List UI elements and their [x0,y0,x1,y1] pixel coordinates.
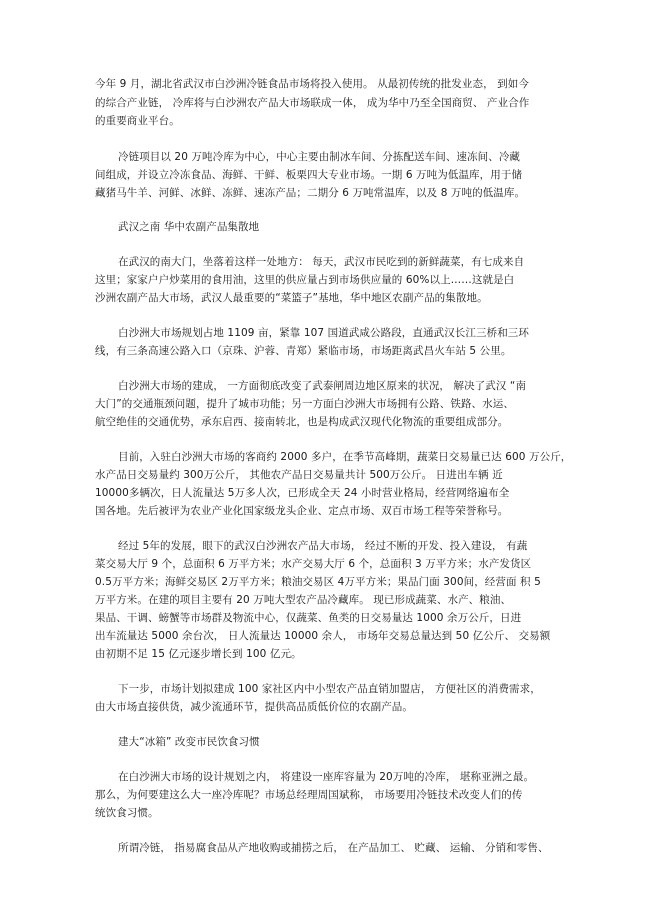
text-line: 万平方米。在建的项目主要有 20 万吨大型农产品冷藏库。 现已形成蔬菜、水产、粮油、 [95,594,512,606]
text-line: 10000多辆次，日人流量达 5万多人次，已形成全天 24 小时营业格局，经营网络遍布全 [95,487,510,499]
text-line: 冷链项目以 20 万吨冷库为中心，中心主要由制冰车间、分拣配送车间、速冻间、冷藏 [118,151,521,163]
text-line: 那么，为何要建这么大一座冷库呢？市场总经理周国斌称， 市场要用冷链技术改变人们的传 [95,789,523,801]
text-line: 线，有三条高速公路入口（京珠、沪蓉、青郑）紧临市场，市场距离武昌火车站 5 公里。 [95,345,512,357]
text-line: 间组成，并设立冷冻食品、海鲜、干鲜、板栗四大专业市场。一期 6 万吨为低温库，用于储 [95,169,523,181]
text-line: 果品、干调、螃蟹等市场群及物流中心，仅蔬菜、鱼类的日交易量达 1000 余万公斤，日进 [95,612,522,624]
text-line: 由初期不足 15 亿元逐步增长到 100 亿元。 [95,648,302,660]
text-line: 白沙洲大市场规划占地 1109 亩，紧靠 107 国道武咸公路段，直通武汉长江三桥和三环 [118,327,530,339]
text-line: 在白沙洲大市场的设计规划之内， 将建设一座库容量为 20万吨的冷库， 堪称亚洲之最。 [118,771,535,783]
section-heading: 武汉之南 华中农副产品集散地 [118,221,260,233]
text-line: 在武汉的南大门，坐落着这样一处地方： 每天，武汉市民吃到的新鲜蔬菜，有七成来自 [118,256,525,268]
text-line: 统饮食习惯。 [95,807,159,819]
text-line: 的综合产业链， 冷库将与白沙洲农产品大市场联成一体， 成为华中乃至全国商贸、 产业合作 [95,97,530,109]
text-line: 经过 5年的发展，眼下的武汉白沙洲农产品大市场， 经过不断的开发、投入建设， 有蔬 [118,540,528,552]
text-line: 菜交易大厅 9 个，总面积 6 万平方米；水产交易大厅 6 个，总面积 3 万平方米；水产发货区 [95,558,532,570]
text-line: 航空绝佳的交通优势，承东启西、接南转北，也是构成武汉现代化物流的重要组成部分。 [95,416,509,428]
text-line: 0.5万平方米；海鲜交易区 2万平方米；粮油交易区 4万平方米；果品门面 300间，经营面 积 5 [95,576,541,588]
text-line: 白沙洲大市场的建成， 一方面彻底改变了武泰闸周边地区原来的状况， 解决了武汉 “南 [118,380,527,392]
text-line: 出车流量达 5000 余台次， 日人流量达 10000 余人， 市场年交易总量达到 50 亿公斤、 交易额 [95,630,551,642]
text-line: 沙洲农副产品大市场，武汉人最重要的“菜篮子”基地，华中地区农副产品的集散地。 [95,292,488,304]
text-line: 国各地。先后被评为农业产业化国家级龙头企业、定点市场、双百市场工程等荣誉称号。 [95,505,509,517]
text-line: 下一步，市场计划拟建成 100 家社区内中小型农产品直销加盟店， 方便社区的消费需求， [118,683,541,695]
text-line: 今年 9 月，湖北省武汉市白沙洲冷链食品市场将投入使用。 从最初传统的批发业态， 到如今 [95,78,529,90]
text-line: 由大市场直接供货，减少流通环节，提供高品质低价位的农副产品。 [95,701,413,713]
text-line: 藏猪马牛羊、河鲜、冰鲜、冻鲜、速冻产品；二期分 6 万吨常温库，以及 8 万吨的低温库。 [95,187,526,199]
text-line: 的重要商业平台。 [95,115,180,127]
text-line: 这里；家家户户炒菜用的食用油，这里的供应量占到市场供应量的 60%以上……这就是白 [95,274,515,286]
text-line: 大门”的交通瓶颈问题，提升了城市功能；另一方面白沙洲大市场拥有公路、铁路、水运、 [95,398,514,410]
section-heading: 建大“冰箱” 改变市民饮食习惯 [118,736,260,748]
text-line: 所谓冷链， 指易腐食品从产地收购或捕捞之后， 在产品加工、 贮藏、 运输、 分销和零售、 [118,842,549,854]
text-line: 目前，入驻白沙洲大市场的客商约 2000 多户，在季节高峰期，蔬菜日交易量已达 600 万公斤， [118,451,572,463]
text-line: 水产品日交易量约 300万公斤， 其他农产品日交易量共计 500万公斤。 日进出车辆 近 [95,469,503,481]
